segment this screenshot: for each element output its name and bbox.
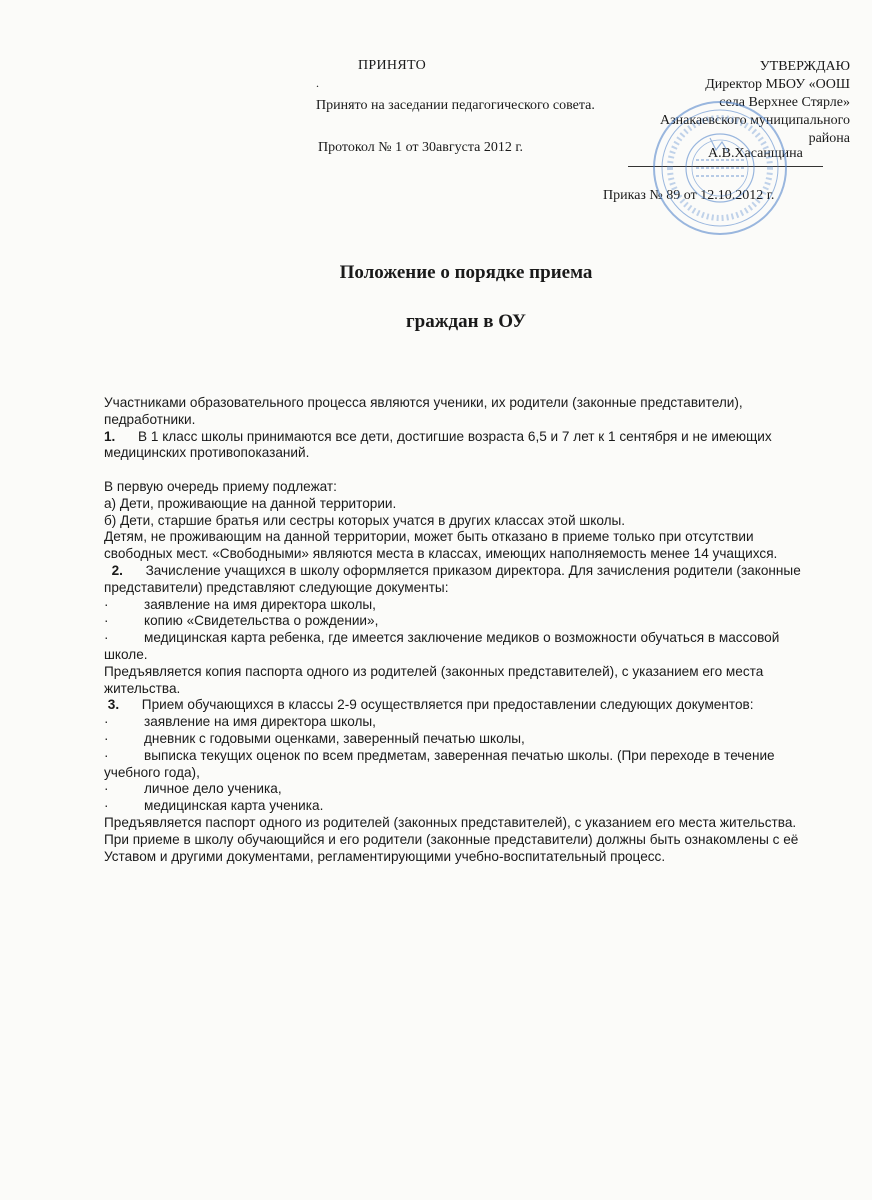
section-1-text: В 1 класс школы принимаются все дети, достигшие возраста 6,5 и 7 лет к 1 сентября и не имеющих медицинских противопоказаний. xyxy=(104,428,772,461)
header-dot: . xyxy=(316,76,319,90)
bullet-icon: · xyxy=(104,730,109,746)
signer-name: А.В.Хасанщина xyxy=(708,146,803,161)
bullet-icon: · xyxy=(104,798,109,814)
list-item: · выписка текущих оценок по всем предметам, заверенная печатью школы. (При переходе в течение учебного года), xyxy=(104,747,775,780)
priority-item-b: б) Дети, старшие братья или сестры которых учатся в других классах этой школы. xyxy=(104,512,626,528)
refusal-paragraph: Детям, не проживающим на данной территории, может быть отказано в приеме только при отсутствии свободных мест. «Свободными» являются места в классах, имеющих наполняемость менее 14 учащихся. xyxy=(104,529,778,562)
bullet-icon: · xyxy=(104,613,109,629)
bullet-icon: · xyxy=(104,747,109,763)
intro-paragraph: Участниками образовательного процесса являются ученики, их родители (законные представители), педработники. xyxy=(104,395,743,427)
approval-line-2: села Верхнее Стярле» xyxy=(719,95,850,110)
list-item: · заявление на имя директора школы, xyxy=(104,596,376,612)
closing-paragraph: При приеме в школу обучающийся и его родители (законные представители) должны быть ознакомлены с её Уставом и другими документами, регламентирующими учебно-воспитательный процесс. xyxy=(104,831,799,864)
approval-line-4: района xyxy=(808,131,850,146)
approval-line-3: Азнакаевского муниципального xyxy=(659,113,850,128)
bullet-icon: · xyxy=(104,714,109,730)
section-3 xyxy=(104,697,816,714)
document-title-line-2: граждан в ОУ xyxy=(406,311,526,332)
bullet-icon: · xyxy=(104,781,109,797)
priority-item-a: а) Дети, проживающие на данной территории. xyxy=(104,495,397,511)
protocol-text: Протокол № 1 от 30августа 2012 г. xyxy=(318,140,523,155)
list-item: · дневник с годовыми оценками, заверенный печатью школы, xyxy=(104,730,525,746)
list-item: · медицинская карта ребенка, где имеется заключение медиков о возможности обучаться в массовой школе. xyxy=(104,630,780,662)
section-1-number: 1. xyxy=(104,428,116,444)
section-3-number: 3. xyxy=(107,697,120,713)
list-item: · медицинская карта ученика. xyxy=(104,798,324,814)
section-2-text: Зачисление учащихся в школу оформляется приказом директора. Для зачисления родители (законные представители) представляют следующие документы: xyxy=(104,562,801,595)
approval-line-1: Директор МБОУ «ООШ xyxy=(705,77,850,92)
section-3-passport: Предъявляется паспорт одного из родителей (законных представителей), с указанием его места жительства. xyxy=(104,814,797,830)
section-2 xyxy=(104,563,816,597)
round-seal-stamp-icon xyxy=(650,98,790,238)
approval-title: УТВЕРЖДАЮ xyxy=(759,59,850,74)
list-item: · заявление на имя директора школы, xyxy=(104,714,376,730)
list-item: · копию «Свидетельства о рождении», xyxy=(104,613,379,629)
section-3-text: Прием обучающихся в классы 2-9 осуществляется при предоставлении следующих документов: xyxy=(141,697,754,713)
accepted-title: ПРИНЯТО xyxy=(358,58,427,73)
section-2-passport: Предъявляется копия паспорта одного из родителей (законных представителей), с указанием его места жительства. xyxy=(104,663,764,696)
bullet-icon: · xyxy=(104,630,109,646)
list-item: · личное дело ученика, xyxy=(104,781,282,797)
section-2-number: 2. xyxy=(111,562,123,578)
council-text: Принято на заседании педагогического совета. xyxy=(316,98,595,113)
section-1 xyxy=(104,429,816,463)
document-body xyxy=(104,395,816,865)
priority-heading: В первую очередь приему подлежат: xyxy=(104,478,337,494)
order-text: Приказ № 89 от 12.10.2012 г. xyxy=(603,188,775,203)
bullet-icon: · xyxy=(104,596,109,612)
document-title-line-1: Положение о порядке приема xyxy=(339,262,593,283)
